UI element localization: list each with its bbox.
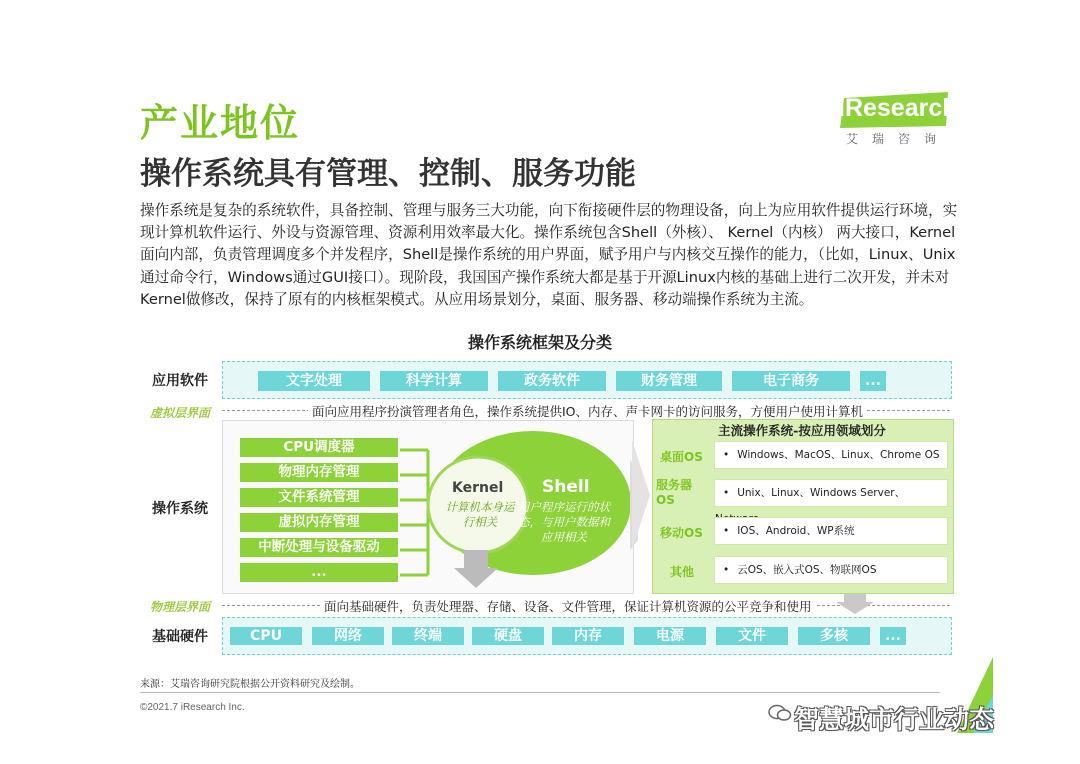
intro-paragraph: 操作系统是复杂的系统软件，具备控制、管理与服务三大功能，向下衔接硬件层的物理设备，向上为应用软件提供运行环境，实现计算机软件运行、外设与资源管理、资源利用效率最大化。操作系统包含Shell（外核）、 Kernel（内核） 两大接口，Kernel面向内部，负责管理调度多个并发程序，Shell是操作系统的用户界面，赋予用户与内核交互操作的能力，（比如，Linux、Unix 通过命令行，Windows通过GUI接口）。现阶段，我国国产操作系统大都是基于开源Linux内核的基础上进行二次开发，并未对Kernel做修改，保持了原有的内核框架模式。从应用场景划分，桌面、服务器、移动端操作系统为主流。	[140, 202, 958, 308]
os-category-label: 服务器OS	[656, 478, 693, 507]
hardware-layer-label: 基础硬件	[152, 629, 208, 645]
page-title: 操作系统具有管理、控制、服务功能	[140, 156, 636, 192]
os-category-content: 云OS、嵌入式OS、物联网OS	[737, 564, 877, 576]
hardware-item: 硬盘	[472, 627, 544, 645]
logo: iResearch	[838, 94, 958, 122]
hardware-item: 网络	[312, 627, 384, 645]
os-layer-label: 操作系统	[152, 501, 208, 517]
hardware-item: CPU	[230, 627, 302, 645]
footer-divider	[140, 692, 940, 693]
os-category-row: • Windows、MacOS、Linux、Chrome OS	[714, 441, 948, 469]
kernel-desc: 计算机本身运行相关	[445, 500, 515, 529]
app-layer-label: 应用软件	[152, 373, 208, 389]
source-note: 来源：艾瑞咨询研究院根据公开资料研究及绘制。	[140, 679, 360, 690]
shell-title: Shell	[542, 477, 590, 497]
kernel-function: 物理内存管理	[240, 463, 398, 482]
os-category-label: 移动OS	[660, 526, 703, 540]
os-category-content: IOS、Android、WP系统	[737, 525, 855, 537]
app-item: ...	[860, 371, 886, 391]
copyright: ©2021.7 iResearch Inc.	[140, 702, 245, 713]
watermark: 智慧城市行业动态	[794, 705, 995, 734]
hardware-item: 终端	[392, 627, 464, 645]
kernel-function: 虚拟内存管理	[240, 513, 398, 532]
arrow-down-icon	[836, 594, 874, 614]
kernel-title: Kernel	[452, 480, 504, 496]
physical-interface-label: 物理层界面	[150, 600, 211, 614]
os-category-row: • Unix、Linux、Windows Server、	[714, 479, 948, 507]
hardware-item: 多核	[798, 627, 870, 645]
wechat-icon	[768, 703, 792, 723]
os-category-label: 其他	[670, 565, 695, 579]
kernel-function: 中断处理与设备驱动	[240, 538, 398, 557]
kernel-function: ...	[240, 563, 398, 582]
virtual-interface-label: 虚拟层界面	[150, 406, 211, 420]
arrow-right-icon	[630, 440, 654, 550]
app-item: 电子商务	[732, 371, 850, 391]
logo-subtitle: 艾瑞咨询	[846, 132, 951, 146]
virtual-interface-desc: 面向应用程序扮演管理者角色，操作系统提供IO、内存、声卡网卡的访问服务，方便用户使用计算机	[308, 402, 867, 420]
app-item: 财务管理	[616, 371, 722, 391]
os-category-row: • 云OS、嵌入式OS、物联网OS	[714, 556, 948, 584]
hardware-item: 文件	[716, 627, 788, 645]
mainstream-os-title: 主流操作系统-按应用领域划分	[718, 423, 886, 438]
section-title: 产业地位	[140, 101, 301, 145]
os-category-row: • IOS、Android、WP系统	[714, 517, 948, 545]
kernel-function: CPU调度器	[240, 438, 398, 457]
kernel-function: 文件系统管理	[240, 488, 398, 507]
os-category-label: 桌面OS	[660, 450, 703, 464]
os-category-content: Unix、Linux、Windows Server、	[737, 487, 906, 499]
app-item: 政务软件	[498, 371, 606, 391]
os-category-content: Windows、MacOS、Linux、Chrome OS	[737, 449, 940, 461]
hardware-item: 内存	[552, 627, 624, 645]
diagram-title: 操作系统框架及分类	[467, 333, 612, 352]
app-item: 文字处理	[258, 371, 370, 391]
app-item: 科学计算	[380, 371, 488, 391]
physical-interface-desc: 面向基础硬件，负责处理器、存储、设备、文件管理，保证计算机资源的公平竞争和使用	[320, 597, 816, 615]
shell-desc: 用户程序运行的状态，与用户数据和应用相关	[518, 500, 610, 544]
hardware-item: ...	[880, 627, 906, 645]
hardware-item: 电源	[634, 627, 706, 645]
